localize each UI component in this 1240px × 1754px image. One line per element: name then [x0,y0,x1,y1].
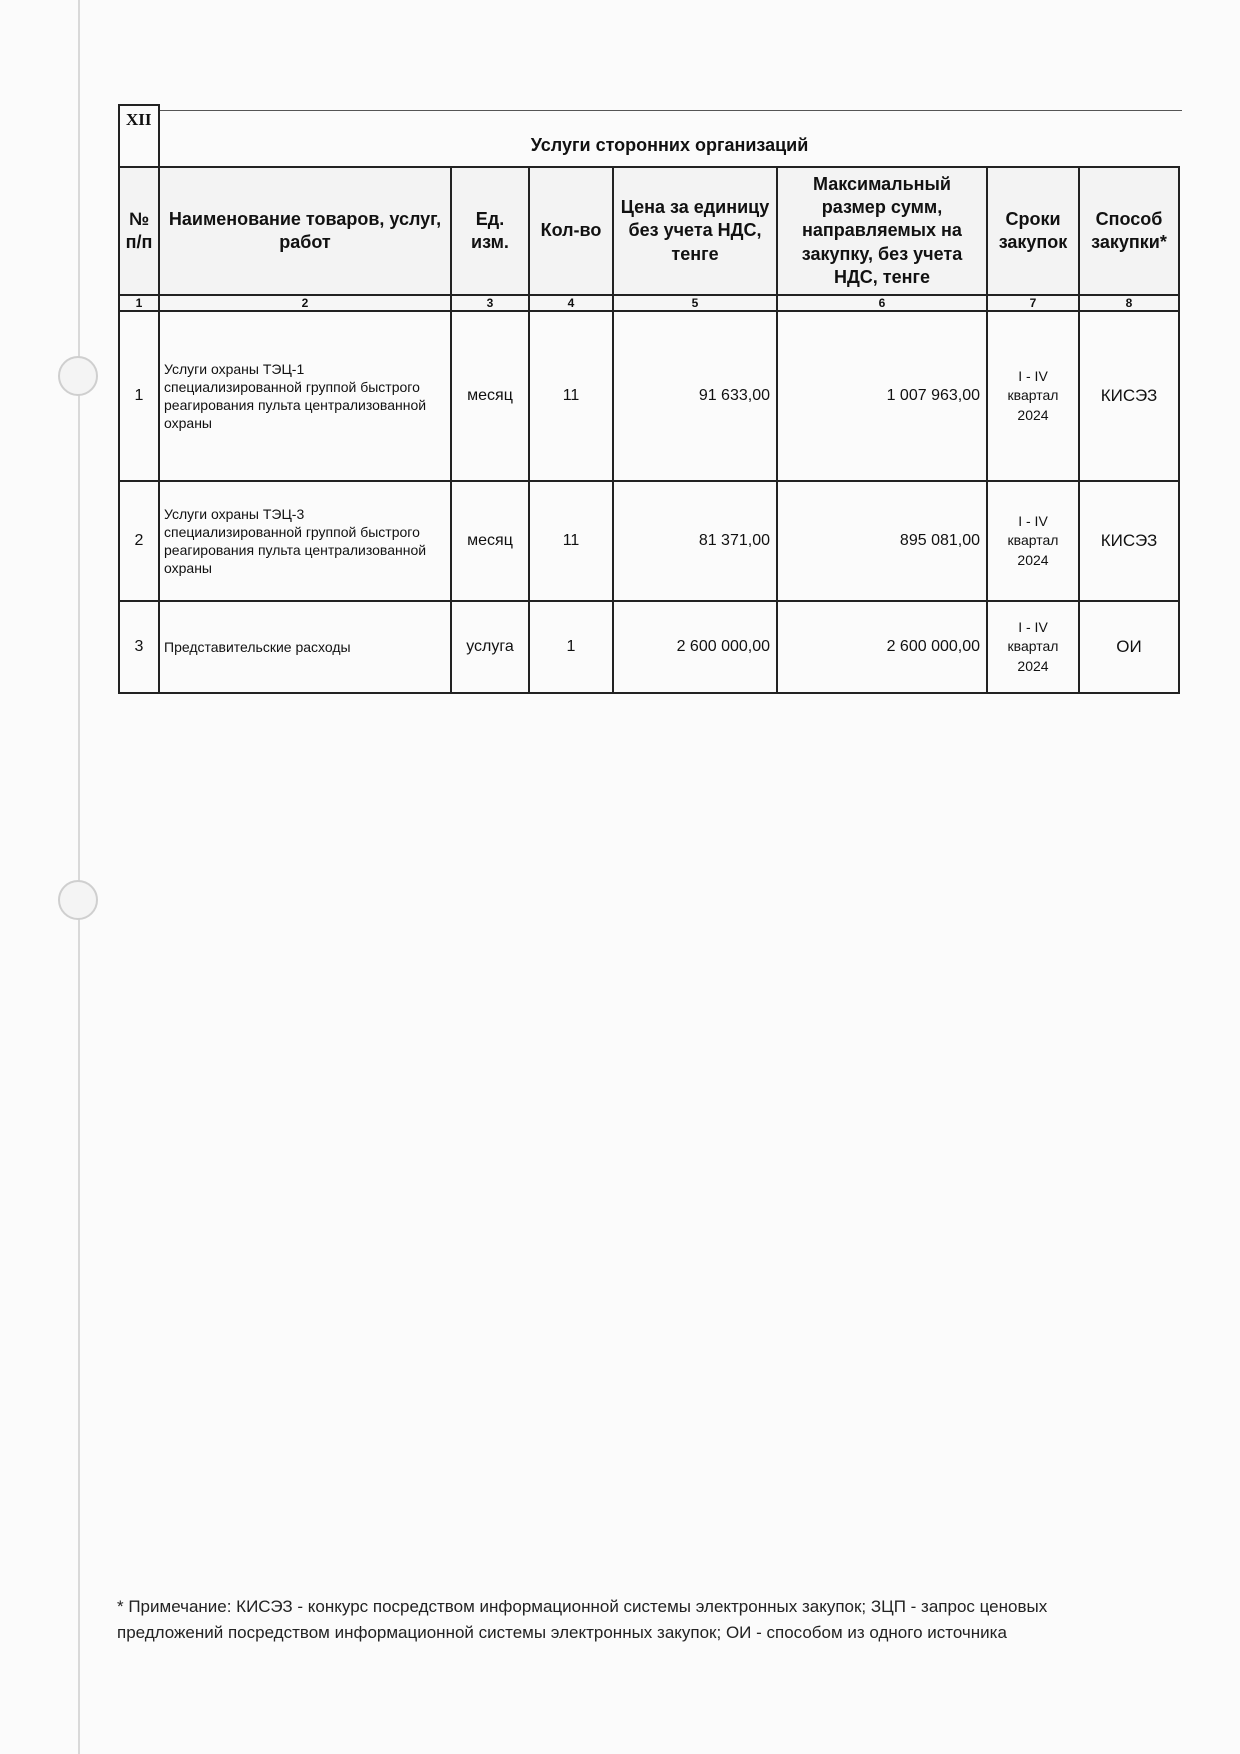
row-method: КИСЭЗ [1079,481,1179,601]
binding-edge [78,0,80,1754]
column-number: 7 [987,295,1079,311]
punch-hole [58,356,98,396]
section-title: Услуги сторонних организаций [159,105,1179,167]
row-price: 2 600 000,00 [613,601,777,693]
section-code: XII [119,105,159,167]
column-number: 2 [159,295,451,311]
row-period: I - IV квартал 2024 [987,601,1079,693]
row-method: ОИ [1079,601,1179,693]
header-cell-name: Наименование товаров, услуг, работ [159,167,451,295]
row-total: 895 081,00 [777,481,987,601]
row-total: 2 600 000,00 [777,601,987,693]
row-qty: 11 [529,481,613,601]
header-cell-total: Максимальный размер сумм, направляемых на закупку, без учета НДС, тенге [777,167,987,295]
header-cell-period: Сроки закупок [987,167,1079,295]
row-period: I - IV квартал 2024 [987,311,1079,481]
table-row [119,601,1179,693]
header-cell-method: Способ закупки* [1079,167,1179,295]
header-cell-qty: Кол-во [529,167,613,295]
header-cell-unit: Ед. изм. [451,167,529,295]
row-unit: услуга [451,601,529,693]
column-number-row [119,295,1179,311]
row-unit: месяц [451,481,529,601]
row-name: Представительские расходы [159,601,451,693]
row-price: 81 371,00 [613,481,777,601]
row-name: Услуги охраны ТЭЦ-3 специализированной группой быстрого реагирования пульта централизованной охраны [159,481,451,601]
row-no: 2 [119,481,159,601]
table-row [119,311,1179,481]
row-price: 91 633,00 [613,311,777,481]
row-no: 1 [119,311,159,481]
header-cell-no: № п/п [119,167,159,295]
row-period: I - IV квартал 2024 [987,481,1079,601]
row-total: 1 007 963,00 [777,311,987,481]
row-qty: 1 [529,601,613,693]
column-number: 4 [529,295,613,311]
row-unit: месяц [451,311,529,481]
row-no: 3 [119,601,159,693]
procurement-table [118,104,1180,694]
row-method: КИСЭЗ [1079,311,1179,481]
column-number: 6 [777,295,987,311]
header-row [119,167,1179,295]
column-number: 1 [119,295,159,311]
row-qty: 11 [529,311,613,481]
column-number: 8 [1079,295,1179,311]
row-name: Услуги охраны ТЭЦ-1 специализированной группой быстрого реагирования пульта централизованной охраны [159,311,451,481]
punch-hole [58,880,98,920]
column-number: 3 [451,295,529,311]
table-row [119,481,1179,601]
footnote: * Примечание: КИСЭЗ - конкурс посредством информационной системы электронных закупок; ЗЦП - запрос ценовых предложений посредством информационной системы электронных закупок; ОИ - способом из одного источника [117,1597,1048,1643]
section-row [119,105,1179,167]
header-cell-price: Цена за единицу без учета НДС, тенге [613,167,777,295]
column-number: 5 [613,295,777,311]
